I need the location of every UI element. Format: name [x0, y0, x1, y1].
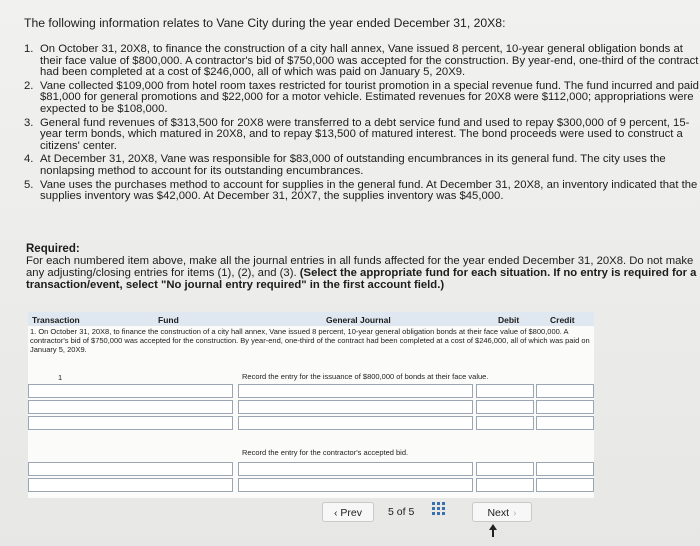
- required-title: Required:: [26, 243, 80, 255]
- next-label: Next: [487, 507, 510, 519]
- page-total: 5: [408, 506, 415, 518]
- header-credit: Credit: [550, 315, 575, 325]
- debit-input[interactable]: [476, 478, 534, 492]
- record-instruction-1: Record the entry for the issuance of $800,000 of bonds at their face value.: [242, 372, 489, 381]
- transaction-number-cell: [28, 370, 233, 384]
- required-text: For each numbered item above, make all the journal entries in all funds affected for the year ended December 31, 20X8. Do not make any adjusting/closing entries for items (1), (2), and (3).: [26, 255, 694, 279]
- item-number: 4.: [24, 153, 34, 166]
- account-input[interactable]: [238, 400, 473, 414]
- item-text: Vane uses the purchases method to account for supplies in the general fund. At December 31, 20X8, an inventory indicated that the supplies inventory was $42,000. At December 31, 20X7, the supplies inventory was $45,000.: [40, 178, 698, 203]
- item-number: 3.: [24, 116, 34, 129]
- credit-input[interactable]: [536, 462, 594, 476]
- header-transaction: Transaction: [32, 315, 80, 325]
- record-instruction-2: Record the entry for the contractor's accepted bid.: [242, 448, 409, 457]
- page-current: 5: [388, 506, 394, 518]
- pointer-cursor-icon: [488, 524, 498, 538]
- header-debit: Debit: [498, 315, 520, 325]
- debit-input[interactable]: [476, 384, 534, 398]
- required-instructions: [26, 255, 698, 291]
- account-input[interactable]: [238, 416, 473, 430]
- transaction-description: 1. On October 31, 20X8, to finance the construction of a city hall annex, Vane issued 8 percent, 10-year general obligation bonds at their face value of $800,000. A contractor's bid of $750,000 was accepted for the construction. By year-end, one-third of the contract had been completed at a cost of $246,000, all of which was paid on January 5, 20X9.: [30, 327, 590, 355]
- prev-label: Prev: [340, 507, 362, 519]
- chevron-right-icon: ›: [513, 507, 517, 519]
- account-input[interactable]: [238, 384, 473, 398]
- item-number: 1.: [24, 43, 34, 55]
- list-item: [24, 81, 700, 116]
- item-number: 2.: [24, 79, 34, 92]
- list-item: [24, 44, 700, 79]
- credit-input[interactable]: [536, 384, 594, 398]
- debit-input[interactable]: [476, 400, 534, 414]
- page-of: of: [396, 506, 406, 518]
- list-item: [24, 118, 700, 153]
- debit-input[interactable]: [476, 416, 534, 430]
- credit-input[interactable]: [536, 416, 594, 430]
- problem-items: [24, 44, 700, 205]
- fund-select[interactable]: [28, 400, 233, 414]
- debit-input[interactable]: [476, 462, 534, 476]
- credit-input[interactable]: [536, 400, 594, 414]
- item-text: On October 31, 20X8, to finance the construction of a city hall annex, Vane issued 8 percent, 10-year general obligation bonds at their face value of $800,000. A contractor's bid of $750,000 was accepted for the construction. By year-end, one-third of the contract had been completed at a cost of $246,000, all of which was paid on January 5, 20X9.: [40, 43, 699, 79]
- worksheet-header: [28, 312, 594, 326]
- fund-select[interactable]: [28, 416, 233, 430]
- grid-icon[interactable]: [432, 502, 446, 516]
- required-bold-note: (Select the appropriate fund for each situation. If no entry is required for a transaction/event, select "No journal entry required" in the first account field.): [26, 267, 697, 291]
- list-item: [24, 180, 700, 203]
- account-input[interactable]: [238, 462, 473, 476]
- list-item: [24, 154, 700, 177]
- page-indicator: [388, 506, 414, 518]
- header-fund: Fund: [158, 315, 179, 325]
- next-button[interactable]: [472, 502, 532, 522]
- fund-select[interactable]: [28, 384, 233, 398]
- journal-worksheet: [28, 312, 594, 498]
- header-general-journal: General Journal: [326, 315, 391, 325]
- transaction-number: 1: [58, 373, 63, 382]
- item-text: At December 31, 20X8, Vane was responsible for $83,000 of outstanding encumbrances in its general fund. The city uses the nonlapsing method to account for its outstanding encumbrances.: [40, 153, 666, 177]
- chevron-left-icon: ‹: [333, 507, 338, 519]
- credit-input[interactable]: [536, 478, 594, 492]
- item-text: General fund revenues of $313,500 for 20X8 were transferred to a debt service fund and used to repay $300,000 of 9 percent, 15-year term bonds, which matured in 20X8, and to repay $13,500 of matured interest. The bond proceeds were used to construct a citizens' center.: [40, 116, 690, 152]
- problem-intro: The following information relates to Vane City during the year ended December 31, 20X8:: [24, 16, 506, 30]
- item-text: Vane collected $109,000 from hotel room taxes restricted for tourist promotion in a special revenue fund. The fund incurred and paid $81,000 for general promotions and $22,000 for a motor vehicle. Estimated revenues for 20X8 were $112,000; appropriations were expected to be $108,000.: [40, 79, 699, 115]
- account-input[interactable]: [238, 478, 473, 492]
- item-number: 5.: [24, 178, 34, 191]
- prev-button[interactable]: [322, 502, 374, 522]
- fund-select[interactable]: [28, 462, 233, 476]
- fund-select[interactable]: [28, 478, 233, 492]
